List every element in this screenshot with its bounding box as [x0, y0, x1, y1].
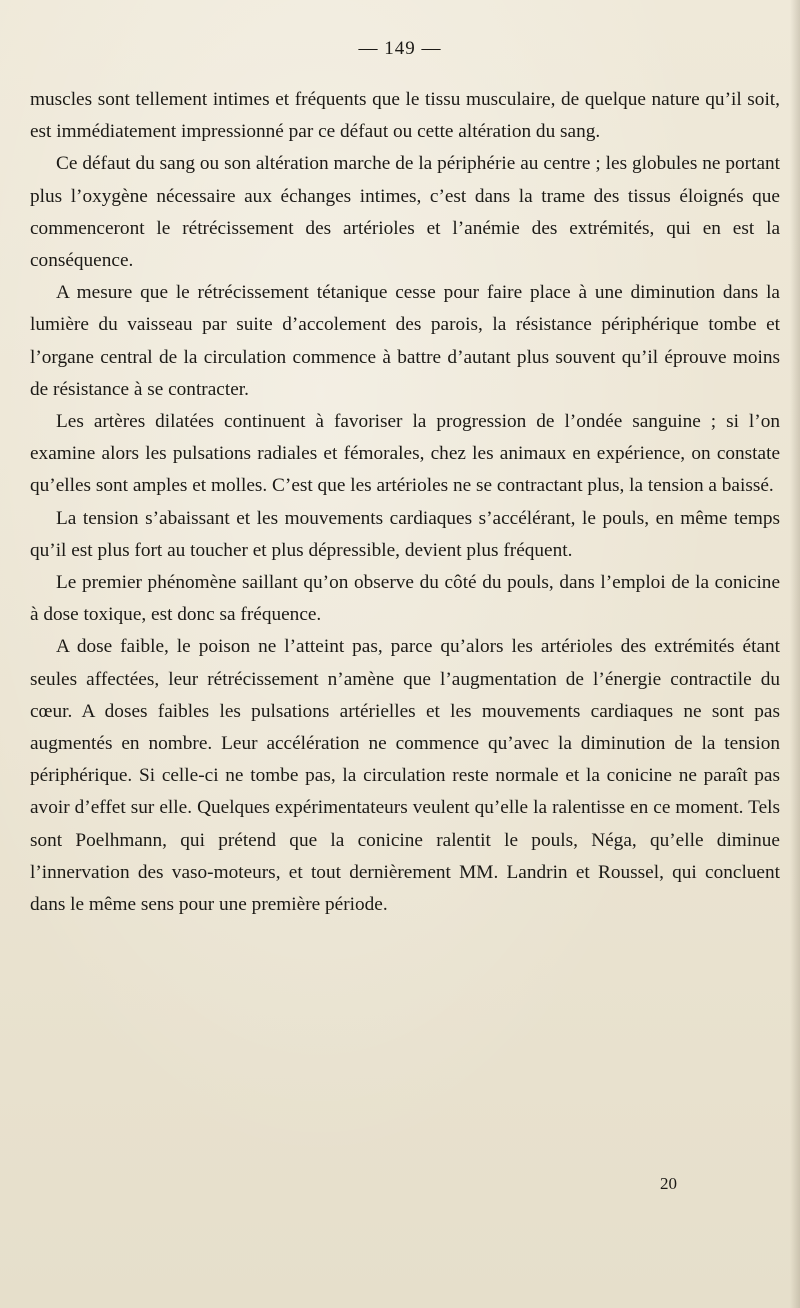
paragraph: Le premier phénomène saillant qu’on observe du côté du pouls, dans l’emploi de la conicine à dose toxique, est donc sa fréquence. — [30, 572, 780, 626]
paragraph: A dose faible, le poison ne l’atteint pas, parce qu’alors les artérioles des extrémités étant seules affectées, leur rétrécissement n’amène que l’augmentation de l’énergie contractile du cœur. A doses faibles les pulsations artérielles et les mouvements cardiaques ne sont pas augmentés en nombre. Leur accélération ne commence qu’avec la diminution de la tension périphérique. Si celle-ci ne tombe pas, la circulation reste normale et la conicine ne paraît pas avoir d’effet sur elle. Quelques expérimentateurs veulent qu’elle la ralentisse en ce moment. Tels sont Poelhmann, qui prétend que la conicine ralentit le pouls, Néga, qu’elle diminue l’innervation des vaso-moteurs, et tout dernièrement MM. Landrin et Roussel, qui concluent dans le même sens pour une première période. — [30, 636, 780, 916]
paragraph: muscles sont tellement intimes et fréquents que le tissu musculaire, de quelque nature qu’il soit, est immédiatement impressionné par ce défaut ou cette altération du sang. — [30, 89, 780, 143]
signature-mark: 20 — [660, 1174, 677, 1193]
body-text — [30, 84, 780, 921]
page-number: — 149 — — [358, 38, 442, 59]
paragraph: A mesure que le rétrécissement tétanique cesse pour faire place à une diminution dans la lumière du vaisseau par suite d’accolement des parois, la résistance périphérique tombe et l’organe central de la circulation commence à battre d’autant plus souvent qu’il éprouve moins de résistance à se contracter. — [30, 282, 780, 400]
paragraph: Ce défaut du sang ou son altération marche de la périphérie au centre ; les globules ne portant plus l’oxygène nécessaire aux échanges intimes, c’est dans la trame des tissus éloignés que commenceront le rétrécissement des artérioles et l’anémie des extrémités, qui en est la conséquence. — [30, 153, 780, 272]
page-edge-shadow — [790, 0, 800, 1308]
paragraph: La tension s’abaissant et les mouvements cardiaques s’accélérant, le pouls, en même temps qu’il est plus fort au toucher et plus dépressible, devient plus fréquent. — [30, 507, 780, 561]
paragraph: Les artères dilatées continuent à favoriser la progression de l’ondée sanguine ; si l’on examine alors les pulsations radiales et fémorales, chez les animaux en expérience, on constate qu’elles sont amples et molles. C’est que les artérioles ne se contractant plus, la tension a baissé. — [30, 411, 780, 497]
